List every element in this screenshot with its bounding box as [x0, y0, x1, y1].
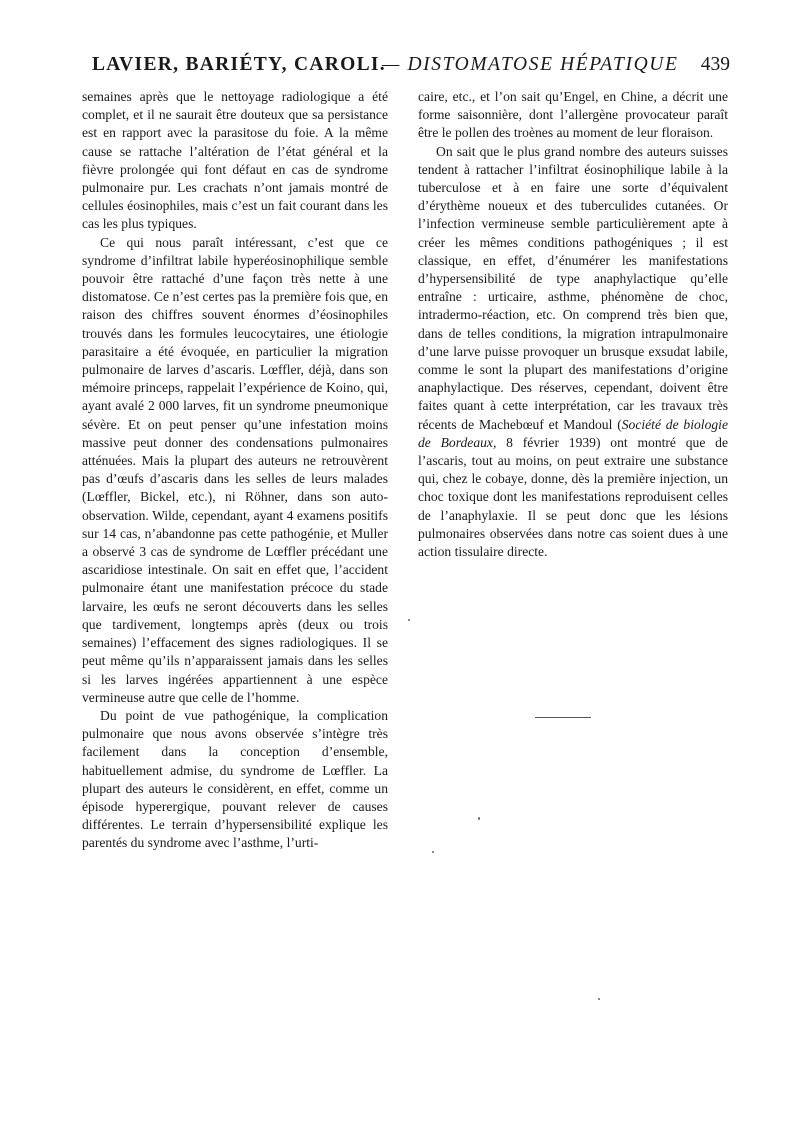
paragraph: semaines après que le nettoyage radiologique a été complet, et il ne saurait être douteux que sa persistance est en rapport avec la parasitose du foie. A la même cause se rattache l’altération de l’état général et la fièvre prolongée qui font défaut en cas de syndrome pulmonaire pur. Les crachats n’ont jamais montré de cellules éosinophiles, mais c’est un fait courant dans les cas les plus typiques. — [82, 89, 388, 232]
paragraph: Ce qui nous paraît intéressant, c’est que ce syndrome d’infiltrat labile hyperéosinophilique semble pouvoir être rattaché d’une façon très nette à une distomatose. Ce n’est certes pas la première fois que, en raison des chiffres souvent énormes d’éosinophiles trouvés dans les formules leucocytaires, une étiologie parasitaire a été évoquée, en particulier la migration pulmonaire de larves d’ascaris. Lœffler, déjà, dans son mémoire princeps, rappelait l’expérience de Koino, qui, ayant avalé 2 000 larves, fit un syndrome pneumonique sévère. Et on peut penser qu’une infestation moins massive peut donner des condensations pulmonaires atténuées. Mais la plupart des auteurs ne retrouvèrent pas d’œufs d’ascaris dans les selles de leurs malades (Lœffler, Bickel, etc.), ni Röhner, dans son auto-observation. Wilde, cependant, ayant 4 examens positifs sur 14 cas, n’abandonne pas cette pathogénie, et Muller a observé 3 cas de syndrome de Lœffler précédant une ascaridiose intestinale. On sait en effet que, l’accident pulmonaire étant une manifestation précoce du stade larvaire, les œufs ne seront découverts dans les selles que tardivement, longtemps après (deux ou trois semaines) l’effacement des signes radiologiques. Il se peut même qu’ils n’apparaissent jamais dans les selles si les larves ingérées appartiennent à une espèce vermineuse autre que celle de l’homme. — [82, 234, 388, 705]
header-title-wrap — [382, 54, 678, 76]
right-text-column — [418, 88, 728, 561]
paragraph: Du point de vue pathogénique, la complication pulmonaire que nous avons observée s’intègre très facilement dans la conception d’ensemble, habituellement admise, du syndrome de Lœffler. La plupart des auteurs le considèrent, en effet, comme un épisode hyperergique, pouvant relever de causes différentes. Le terrain d’hypersensibilité explique les parentés du syndrome avec l’asthme, l’urti- — [82, 707, 388, 851]
left-text-column — [82, 88, 388, 853]
running-header — [82, 54, 730, 84]
citation-journal: Société de biologie de Bordeaux, — [418, 416, 728, 450]
header-article-title: DISTOMATOSE HÉPATIQUE — [407, 54, 679, 75]
scan-speck — [408, 619, 410, 621]
paragraph-text: On sait que le plus grand nombre des auteurs suisses tendent à rattacher l’infiltrat éosinophilique labile à la tuberculose et à en faire une sorte d’équivalent d’érythème noueux et des tuberculides cutanées. Or l’infection vermineuse semble particulièrement apte à créer les mêmes conditions pathogéniques ; il est classique, en effet, d’énumérer les manifestations d’hypersensibilité de type anaphylactique qu’elle entraîne : urticaire, asthme, phénomène de choc, intradermo-réaction, etc. On comprend très bien que, dans de telles conditions, la migration intrapulmonaire d’une larve puisse provoquer un brusque exsudat labile, comme le sont la plupart des manifestations d’origine anaphylactique. Des réserves, cependant, doivent être faites quant à cette interprétation, car les travaux très récents de Machebœuf et Mandoul ( — [418, 143, 728, 432]
scan-speck — [598, 998, 600, 1000]
scan-speck — [432, 851, 434, 853]
page-number: 439 — [700, 54, 730, 75]
paragraph — [418, 143, 728, 562]
paragraph-text: 8 février 1939) ont montré que de l’ascaris, tout au moins, on peut extraire une substance qui, chez le cobaye, donne, dès la première injection, un choc toxique dont les manifestations reproduisent celles de l’anaphylaxie. Il se peut donc que les lésions pulmonaires observées dans notre cas soient dues à une action tissulaire directe. — [418, 434, 728, 560]
header-authors: LAVIER, BARIÉTY, CAROLI. — [92, 54, 386, 75]
header-dash: — — [382, 54, 401, 75]
scan-speck — [478, 817, 480, 820]
end-rule — [535, 717, 591, 718]
paragraph: caire, etc., et l’on sait qu’Engel, en Chine, a décrit une forme saisonnière, dont l’allergène provocateur paraît être le pollen des troènes au moment de leur floraison. — [418, 89, 728, 141]
